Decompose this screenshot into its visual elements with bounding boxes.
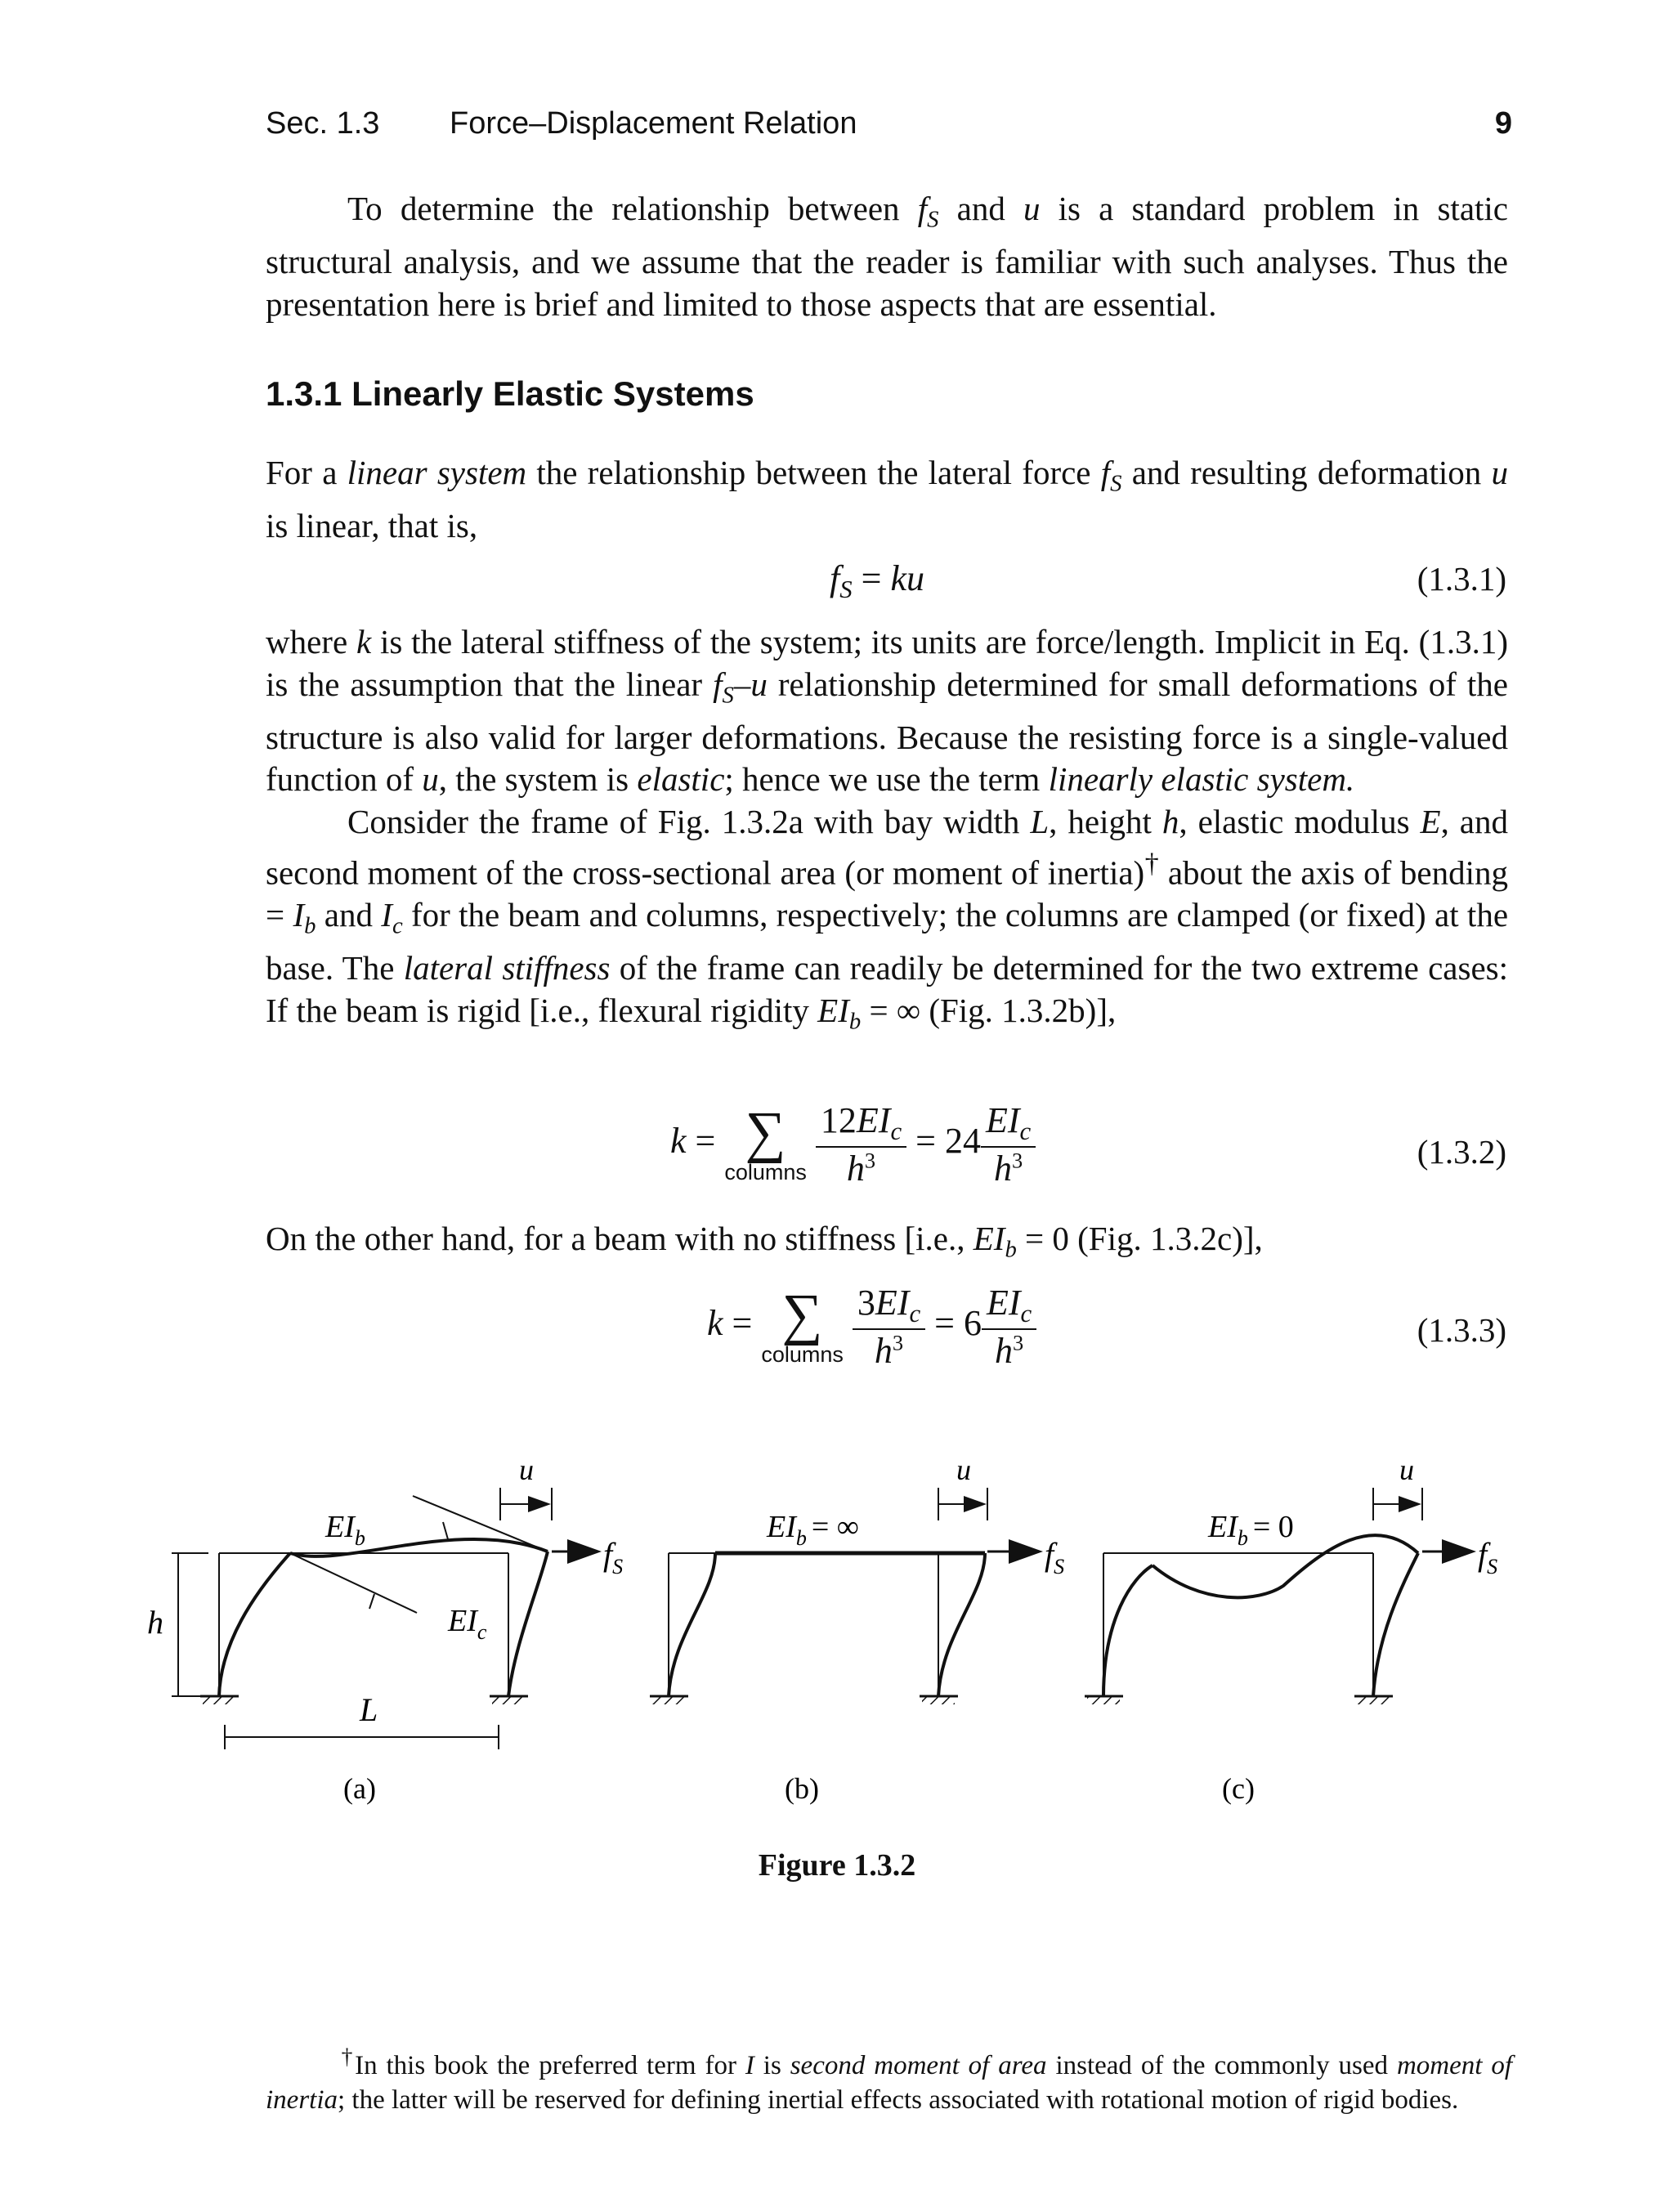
linear-system-paragraph: For a linear system the relationship between the lateral force $f_S$ and resulting deformation u is linear, that is,: [266, 454, 1508, 545]
fs-label-c: $f_S$: [1478, 1536, 1498, 1578]
figure-1-3-2: [0, 1455, 1674, 1831]
u-label-b: u: [956, 1455, 971, 1486]
panel-label-a: (a): [343, 1772, 376, 1805]
EIb-label-a: $EI_b$: [325, 1510, 365, 1550]
intro-paragraph: To determine the relationship between $f_S$ and u is a standard problem in static structural analysis, and we assume that the reader is familiar with such analyses. Thus the presentation here is brief and limited to those aspects that are essential.: [266, 190, 1508, 323]
equation-label-1-3-2: (1.3.2): [1417, 1133, 1506, 1171]
L-label: L: [360, 1691, 378, 1728]
fs-label-a: $f_S$: [603, 1536, 624, 1578]
footnote: †In this book the preferred term for I is second moment of area instead of the commonly used moment of inertia; the latter will be reserved for defining inertial effects associated with rotational motion of rigid bodies.: [266, 2044, 1513, 2115]
chapter-title: Force–Displacement Relation: [450, 106, 857, 141]
section-number: Sec. 1.3: [266, 106, 380, 141]
section-heading: 1.3.1 Linearly Elastic Systems: [266, 374, 754, 413]
panel-c: [1085, 1455, 1497, 1805]
h-label: h: [147, 1604, 163, 1641]
panel-label-c: (c): [1222, 1772, 1255, 1805]
panel-b: [650, 1455, 1064, 1805]
running-header: [266, 106, 1512, 147]
panel-a: [147, 1455, 623, 1805]
page-number: 9: [1494, 106, 1512, 141]
panel-label-b: (b): [785, 1772, 819, 1805]
figure-caption: Figure 1.3.2: [758, 1848, 916, 1883]
EIc-label-a: $EI_c$: [448, 1604, 487, 1644]
equation-1-3-1: $f_S$ = ku: [830, 558, 924, 604]
other-hand-paragraph: On the other hand, for a beam with no stiffness [i.e., $EI_b = 0$ (Fig. 1.3.2c)],: [266, 1220, 1263, 1263]
equation-1-3-3: k = ∑ columns $\frac{3EI_c}{h^3}$ = 6 $\frac{EI_c}{h^3}$: [707, 1282, 1036, 1372]
fs-label-b: $f_S$: [1045, 1536, 1065, 1578]
stiffness-paragraph: where k is the lateral stiffness of the system; its units are force/length. Implicit in Eq. (1.3.1) is the assumption that the linear $f_S-u$ relationship determined for small deformations of the structure is also valid for larger deformations. Because the resisting force is a single-valued function of u, the system is elastic; hence we use the term linearly elastic system. Consider the frame of Fig. 1.3.2a with bay width L, height h, elastic modulus E, and second moment of the cross-sectional area (or moment of inertia)† about the axis of bending = $I_b$ and $I_c$ for the beam and columns, respectively; the columns are clamped (or fixed) at the base. The lateral stiffness of the frame can readily be determined for the two extreme cases: If the beam is rigid [i.e., flexural rigidity $EI_b$ = ∞ (Fig. 1.3.2b)],: [266, 623, 1509, 1035]
u-label-c: u: [1399, 1455, 1414, 1486]
equation-1-3-2: k = ∑ columns $\frac{12EI_c}{h^3}$ = 24 $\frac{EI_c}{h^3}$: [670, 1099, 1036, 1189]
u-label-a: u: [519, 1455, 534, 1486]
equation-label-1-3-1: (1.3.1): [1417, 560, 1506, 598]
EIb-label-b: $EI_b$ = ∞: [767, 1510, 859, 1550]
equation-label-1-3-3: (1.3.3): [1417, 1311, 1506, 1349]
EIb-label-c: $EI_b = 0$: [1208, 1510, 1294, 1550]
